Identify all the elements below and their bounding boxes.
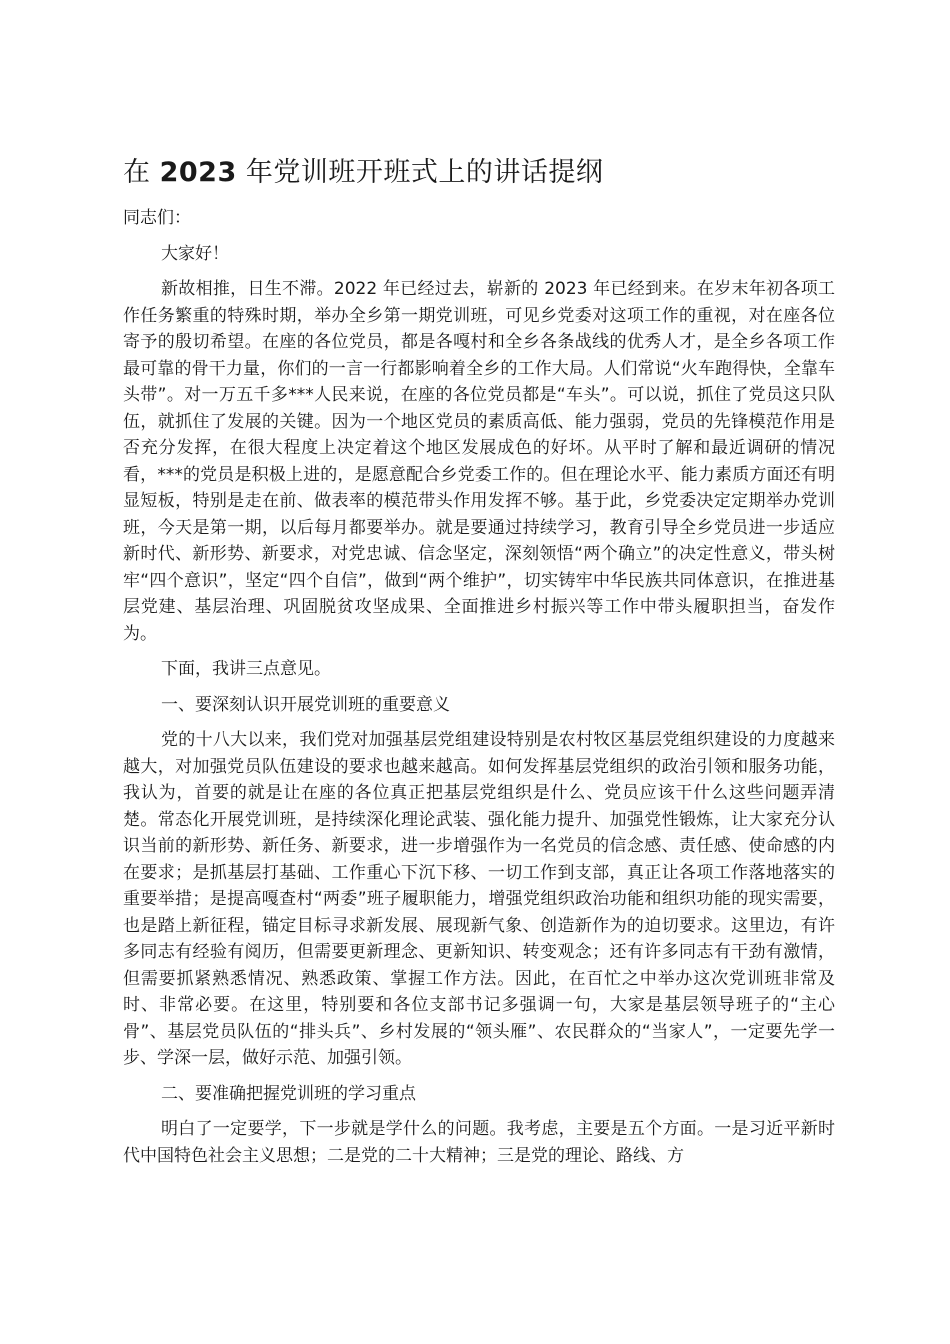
salutation: 同志们： (123, 208, 191, 228)
title-year: 2023 (159, 157, 237, 188)
paragraph-section-2: 明白了一定要学，下一步就是学什么的问题。我考虑，主要是五个方面。一是习近平新时代中国特色社会主义思想；二是党的二十大精神；三是党的理论、路线、方 (123, 1119, 835, 1166)
title-prefix: 在 (123, 157, 160, 188)
greeting: 大家好！ (161, 243, 229, 264)
title-suffix: 年党训班开班式上的讲话提纲 (236, 157, 604, 188)
section-heading-2: 二、要准确把握党训班的学习重点 (161, 1083, 416, 1104)
paragraph-transition: 下面，我讲三点意见。 (161, 659, 331, 679)
paragraph-section-1: 党的十八大以来，我们党对加强基层党组建设特别是农村牧区基层党组织建设的力度越来越大，对加强党员队伍建设的要求也越来越高。如何发挥基层党组织的政治引领和服务功能，我认为，首要的就是让在座的各位真正把基层党组织是什么、党员应该干什么这些问题弄清楚。常态化开展党训班，是持续深化理论武装、强化能力提升、加强党性锻炼，让大家充分认识当前的新形势、新任务、新要求，进一步增强作为一名党员的信念感、责任感、使命感的内在要求；是抓基层打基础、工作重心下沉下移、一切工作到支部，真正让各项工作落地落实的重要举措；是提高嘎查村“两委”班子履职能力，增强党组织政治功能和组织功能的现实需要，也是踏上新征程，锚定目标寻求新发展、展现新气象、创造新作为的迫切要求。这里边，有许多同志有经验有阅历，但需要更新理念、更新知识、转变观念；还有许多同志有干劲有激情，但需要抓紧熟悉情况、熟悉政策、掌握工作方法。因此，在百忙之中举办这次党训班非常及时、非常必要。在这里，特别要和各位支部书记多强调一句，大家是基层领导班子的“主心骨”、基层党员队伍的“排头兵”、乡村发展的“领头雁”、农民群众的“当家人”，一定要先学一步、学深一层，做好示范、加强引领。 (123, 730, 835, 1068)
document-body (123, 205, 835, 1178)
section-heading-1: 一、要深刻认识开展党训班的重要意义 (161, 694, 450, 715)
paragraph-intro: 新故相推，日生不滞。2022 年已经过去，崭新的 2023 年已经到来。在岁末年初各项工作任务繁重的特殊时期，举办全乡第一期党训班，可见乡党委对这项工作的重视，对在座各位寄予的殷切希望。在座的各位党员，都是各嘎村和全乡各条战线的优秀人才，是全乡各项工作最可靠的骨干力量，你们的一言一行都影响着全乡的工作大局。人们常说“火车跑得快，全靠车头带”。对一万五千多***人民来说，在座的各位党员都是“车头”。可以说，抓住了党员这只队伍，就抓住了发展的关键。因为一个地区党员的素质高低、能力强弱，党员的先锋模范作用是否充分发挥，在很大程度上决定着这个地区发展成色的好坏。从平时了解和最近调研的情况看，***的党员是积极上进的，是愿意配合乡党委工作的。但在理论水平、能力素质方面还有明显短板，特别是走在前、做表率的模范带头作用发挥不够。基于此，乡党委决定定期举办党训班，今天是第一期，以后每月都要举办。就是要通过持续学习，教育引导全乡党员进一步适应新时代、新形势、新要求，对党忠诚、信念坚定，深刻领悟“两个确立”的决定性意义，带头树牢“四个意识”，坚定“四个自信”，做到“两个维护”，切实铸牢中华民族共同体意识，在推进基层党建、基层治理、巩固脱贫攻坚成果、全面推进乡村振兴等工作中带头履职担当，奋发作为。 (123, 279, 835, 644)
document-title (123, 150, 843, 196)
